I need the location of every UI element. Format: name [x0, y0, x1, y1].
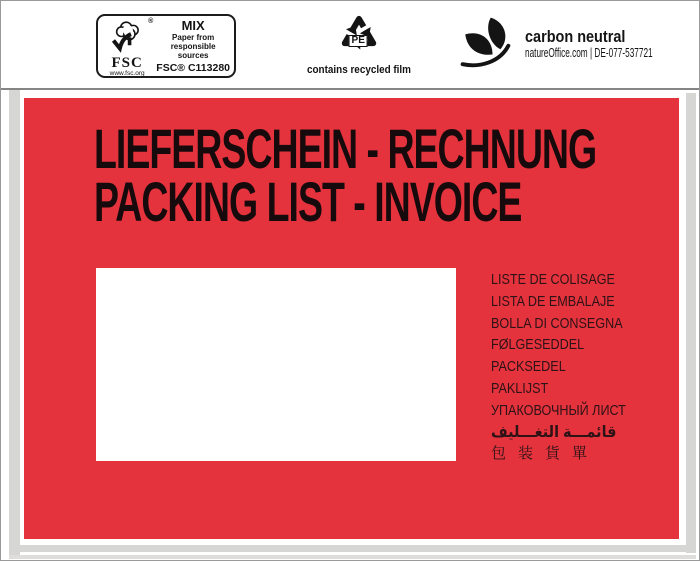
address-window: [96, 268, 456, 461]
film-edge-bottom: [9, 545, 696, 552]
fsc-label-right: [156, 16, 234, 76]
fsc-claim: [156, 33, 230, 60]
certification-band: [1, 1, 699, 88]
leaf-icon: [458, 15, 520, 78]
language-item-chinese: 包装貨單: [491, 445, 600, 463]
language-list: [491, 269, 652, 465]
language-item-danish: FØLGESEDDEL: [491, 336, 585, 354]
language-item-russian: УПАКОВОЧНЫЙ ЛИСТ: [491, 401, 626, 419]
fsc-mix-label: MIX: [181, 17, 205, 33]
carbon-neutral-title: carbon neutral: [525, 27, 626, 46]
recycled-film-caption: contains recycled film: [306, 64, 411, 76]
fsc-url: www.fsc.org: [109, 70, 145, 77]
language-item-french: LISTE DE COLISAGE: [491, 271, 615, 288]
carbon-neutral-subtitle: natureOffice.com | DE-077-537721: [525, 46, 653, 60]
title-line-english: PACKING LIST - INVOICE: [94, 170, 522, 233]
fsc-claim-line2: responsible sources: [170, 41, 216, 60]
fsc-license-code: FSC® C113280: [156, 61, 230, 74]
language-item-swedish: PACKSEDEL: [491, 358, 566, 376]
envelope-title: [94, 117, 700, 233]
language-item-dutch: PAKLIJST: [491, 379, 549, 397]
carbon-neutral-logo: [458, 15, 700, 78]
film-edge-bottom-outer: [9, 555, 696, 559]
envelope-front: [24, 98, 679, 539]
language-item-arabic: قائمـــة التغـــليف: [491, 423, 617, 441]
fsc-label-left: [98, 16, 156, 76]
language-item-spanish: LISTA DE EMBALAJE: [491, 292, 615, 310]
fsc-tree-icon: [108, 19, 146, 59]
fsc-claim-line1: Paper from: [172, 32, 215, 42]
recycling-icon: [338, 13, 380, 55]
film-edge-left: [9, 90, 20, 555]
carbon-neutral-text: [525, 15, 700, 78]
recycling-mark: [301, 13, 417, 76]
title-line-german: LIEFERSCHEIN - RECHNUNG: [94, 117, 597, 180]
fsc-registered-mark: ®: [148, 18, 154, 25]
recycling-material-code: PE: [349, 35, 368, 47]
fsc-brand: FSC: [111, 55, 143, 71]
fsc-label: [96, 14, 236, 78]
language-item-italian: BOLLA DI CONSEGNA: [491, 314, 623, 332]
band-divider-line: [1, 88, 699, 90]
